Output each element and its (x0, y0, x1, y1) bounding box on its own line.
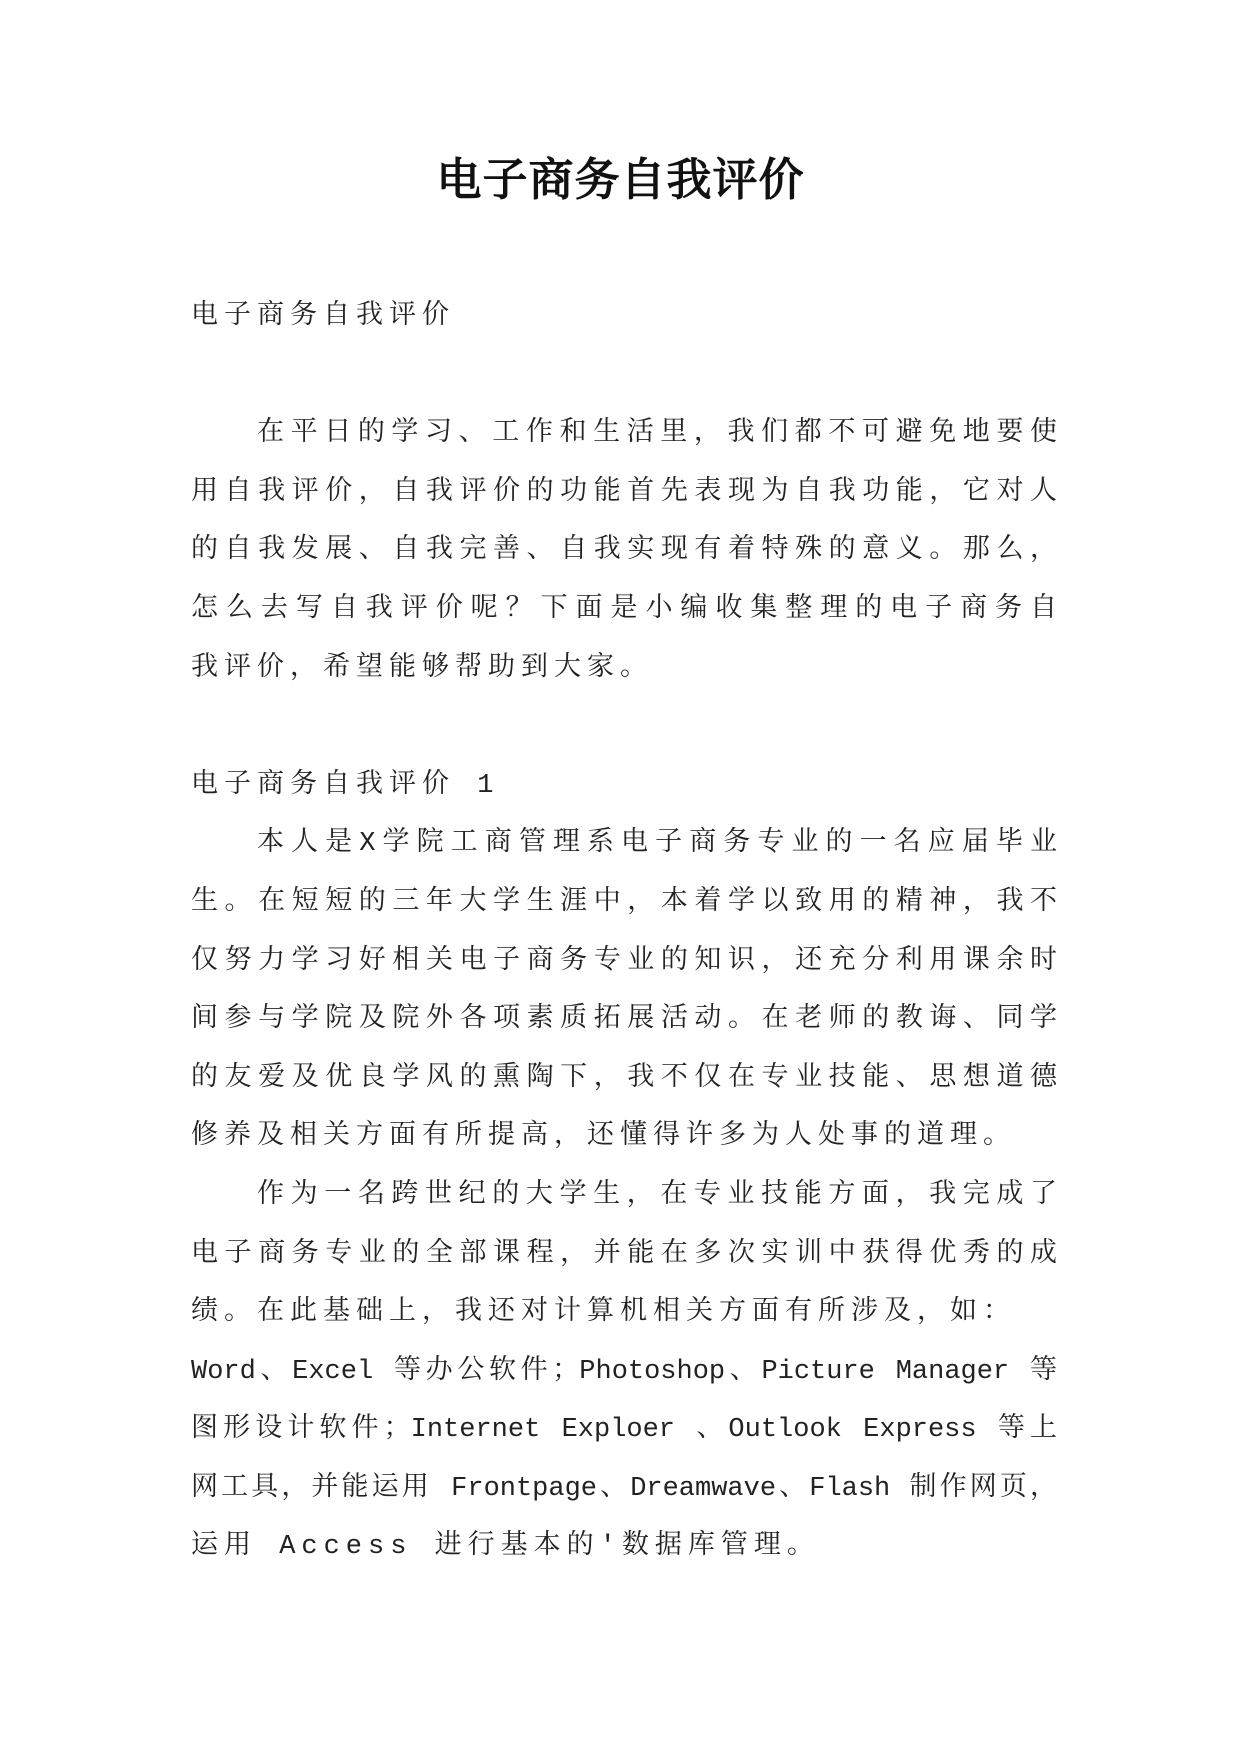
paragraph-line: 绩。在此基础上，我还对计算机相关方面有所涉及，如： (191, 1298, 1016, 1329)
paragraph-line: 电子商务专业的全部课程，并能在多次实训中获得优秀的成 (191, 1239, 1057, 1270)
paragraph-line: 间参与学院及院外各项素质拓展活动。在老师的教诲、同学 (191, 1005, 1057, 1036)
paragraph-line: 生。在短短的三年大学生涯中，本着学以致用的精神，我不 (191, 887, 1057, 918)
paragraph-line: 的友爱及优良学风的熏陶下，我不仅在专业技能、思想道德 (191, 1063, 1057, 1094)
blank-line (191, 698, 1057, 757)
paragraph-line: 图形设计软件；Internet Exploer 、Outlook Express 等上 (191, 1415, 1057, 1446)
document-body (191, 288, 1057, 1577)
section-paragraph (191, 815, 1057, 1167)
paragraph-line: 本人是X学院工商管理系电子商务专业的一名应届毕业 (257, 829, 1057, 860)
blank-line (191, 347, 1057, 406)
paragraph-line: 仅努力学习好相关电子商务专业的知识，还充分利用课余时 (191, 946, 1057, 977)
paragraph-line: 运用 Access 进行基本的'数据库管理。 (191, 1532, 820, 1563)
document-title: 电子商务自我评价 (436, 155, 805, 205)
paragraph-line: 修养及相关方面有所提高，还懂得许多为人处事的道理。 (191, 1122, 1016, 1153)
paragraph-line: 怎么去写自我评价呢？下面是小编收集整理的电子商务自 (191, 594, 1057, 625)
paragraph-line: 网工具，并能运用 Frontpage、Dreamwave、Flash 制作网页， (191, 1473, 1057, 1504)
document-subtitle: 电子商务自我评价 (191, 302, 455, 332)
intro-paragraph (191, 405, 1057, 698)
section-heading: 电子商务自我评价 1 (191, 770, 500, 801)
paragraph-line: 在平日的学习、工作和生活里，我们都不可避免地要使 (257, 419, 1057, 450)
paragraph-line: 的自我发展、自我完善、自我实现有着特殊的意义。那么， (191, 536, 1057, 567)
paragraph-line: 我评价，希望能够帮助到大家。 (191, 653, 653, 684)
section-paragraph (191, 1167, 1057, 1577)
paragraph-line: Word、Excel 等办公软件；Photoshop、Picture Manager 等 (191, 1356, 1057, 1387)
paragraph-line: 用自我评价，自我评价的功能首先表现为自我功能，它对人 (191, 477, 1057, 508)
paragraph-line: 作为一名跨世纪的大学生，在专业技能方面，我完成了 (257, 1180, 1057, 1211)
